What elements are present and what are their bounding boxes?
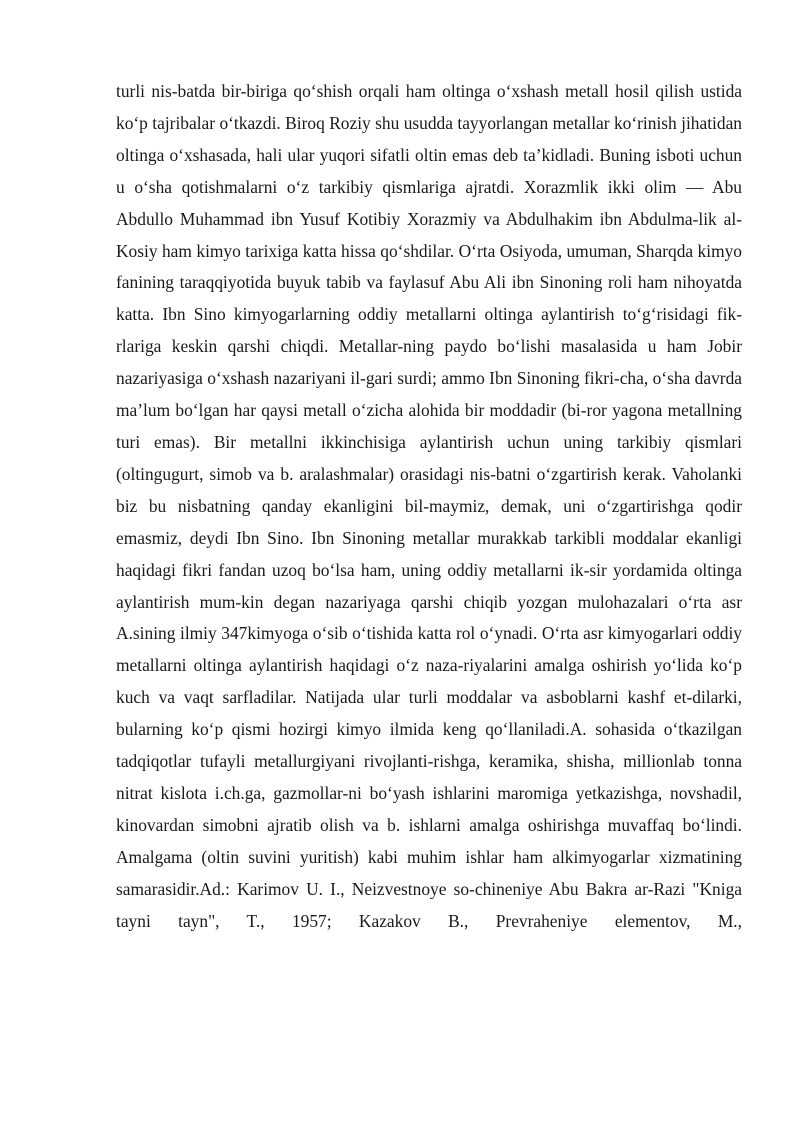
body-paragraph: turli nis-batda bir-biriga qo‘shish orqali ham oltinga o‘xshash metall hosil qilish ustida ko‘p tajribalar o‘tkazdi. Biroq Roziy shu usudda tayyorlangan metallar ko‘rinish jihatidan oltinga o‘xshasada, hali ular yuqori sifatli oltin emas deb ta’kidladi. Buning isboti uchun u o‘sha qotishmalarni o‘z tarkibiy qismlariga ajratdi. Xorazmlik ikki olim — Abu Abdullo Muhammad ibn Yusuf Kotibiy Xorazmiy va Abdulhakim ibn Abdulma-lik al-Kosiy ham kimyo tarixiga katta hissa qo‘shdilar. O‘rta Osiyoda, umuman, Sharqda kimyo fanining taraqqiyotida buyuk tabib va faylasuf Abu Ali ibn Sinoning roli ham nihoyatda katta. Ibn Sino kimyogarlarning oddiy metallarni oltinga aylantirish to‘g‘risidagi fik-rlariga keskin qarshi chiqdi. Metallar-ning paydo bo‘lishi masalasida u ham Jobir nazariyasiga o‘xshash nazariyani il-gari surdi; ammo Ibn Sinoning fikri-cha, o‘sha davrda ma’lum bo‘lgan har qaysi metall o‘zicha alohida bir moddadir (bi-ror yagona metallning turi emas). Bir metallni ikkinchisiga aylantirish uchun uning tarkibiy qismlari (oltingugurt, simob va b. aralashmalar) orasidagi nis-batni o‘zgartirish kerak. Vaholanki biz bu nisbatning qanday ekanligini bil-maymiz, demak, uni o‘zgartirishga qodir emasmiz, deydi Ibn Sino. Ibn Sinoning metallar murakkab tarkibli moddalar ekanligi haqidagi fikri fandan uzoq bo‘lsa ham, uning oddiy metallarni ik-sir yordamida oltinga aylantirish mum-kin degan nazariyaga qarshi chiqib yozgan mulohazalari o‘rta asr A.sining ilmiy 347kimyoga o‘sib o‘tishida katta rol o‘ynadi. O‘rta asr kimyogarlari oddiy metallarni oltinga aylantirish haqidagi o‘z naza-riyalarini amalga oshirish yo‘lida ko‘p kuch va vaqt sarfladilar. Natijada ular turli moddalar va asboblarni kashf et-dilarki, bularning ko‘p qismi hozirgi kimyo ilmida keng qo‘llaniladi.A. sohasida o‘tkazilgan tadqiqotlar tufayli metallurgiyani rivojlanti-rishga, keramika, shisha, millionlab tonna nitrat kislota i.ch.ga, gazmollar-ni bo‘yash ishlarini maromiga yetkazishga, novshadil, kinovardan simobni ajratib olish va b. ishlarni amalga oshirishga muvaffaq bo‘lindi. Amalgama (oltin suvini yuritish) kabi muhim ishlar ham alkimyogarlar xizmatining samarasidir.Ad.: Karimov U. I., Neizvestnoye so-chineniye Abu Bakra ar-Razi "Kniga tayni tayn", T., 1957; Kazakov B., Prevraheniye elementov, M.,	[116, 81, 742, 931]
